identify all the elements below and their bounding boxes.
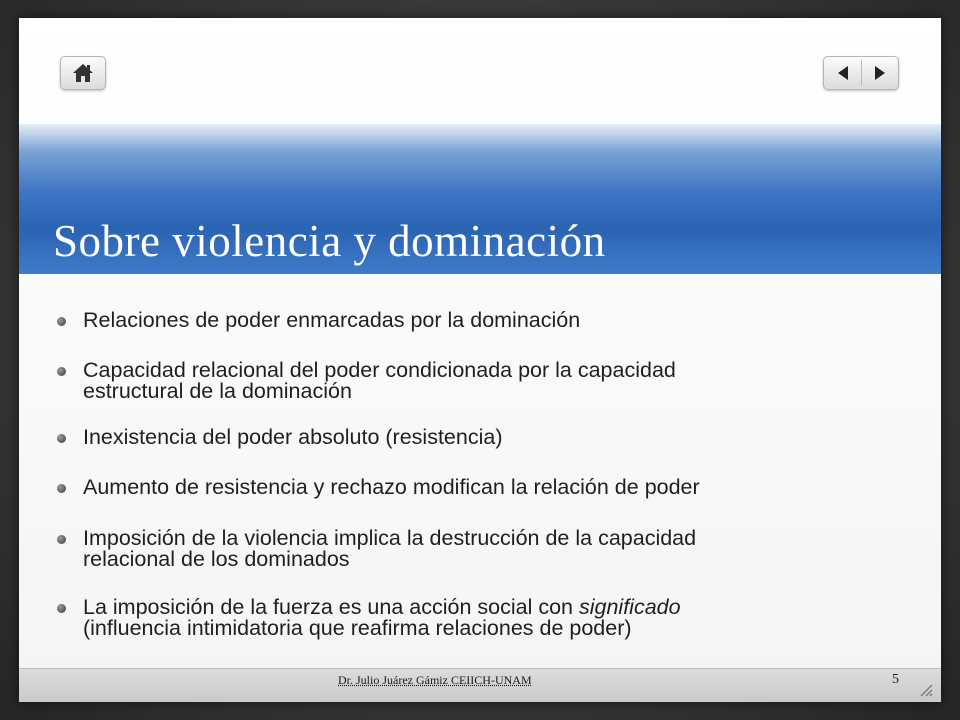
bullet-dot [57,317,66,326]
bullet-text: La imposición de la fuerza es una acción social con [83,595,579,619]
bullet-text: Inexistencia del poder absoluto (resistencia) [83,425,503,449]
slide-title: Sobre violencia y dominación [53,216,606,266]
bullet-text: (influencia intimidatoria que reafirma relaciones de poder) [83,616,632,640]
bullet-item [83,477,863,498]
bullet-dot [57,484,66,493]
slide-navigation [823,56,899,90]
bullet-text: Imposición de la violencia implica la destrucción de la capacidad [83,526,697,550]
next-slide-button[interactable] [862,57,898,89]
bullet-text: Capacidad relacional del poder condicionada por la capacidad [83,358,676,382]
footer-author: Dr. Julio Juárez Gámiz CEIICH-UNAM [338,673,532,687]
bullet-item [83,427,863,448]
bullet-text: relacional de los dominados [83,547,350,571]
bullet-item [83,597,863,639]
bullet-dot [57,434,66,443]
bullet-text: Relaciones de poder enmarcadas por la dominación [83,308,581,332]
arrow-right-icon [872,65,888,81]
bullet-text: estructural de la dominación [83,379,352,403]
home-button[interactable] [60,56,106,90]
bullet-dot [57,604,66,613]
bullet-item [83,360,863,402]
bullet-item [83,310,863,331]
slide [19,18,941,702]
bullet-dot [57,367,66,376]
bullet-item [83,528,863,570]
bullet-dot [57,535,66,544]
arrow-left-icon [835,65,851,81]
resize-grip-icon[interactable] [917,681,933,697]
bullet-emphasis: significado [578,595,681,619]
previous-slide-button[interactable] [824,57,861,89]
home-icon [61,57,105,89]
bullet-text: Aumento de resistencia y rechazo modifican la relación de poder [83,475,700,499]
page-number: 5 [892,672,899,687]
